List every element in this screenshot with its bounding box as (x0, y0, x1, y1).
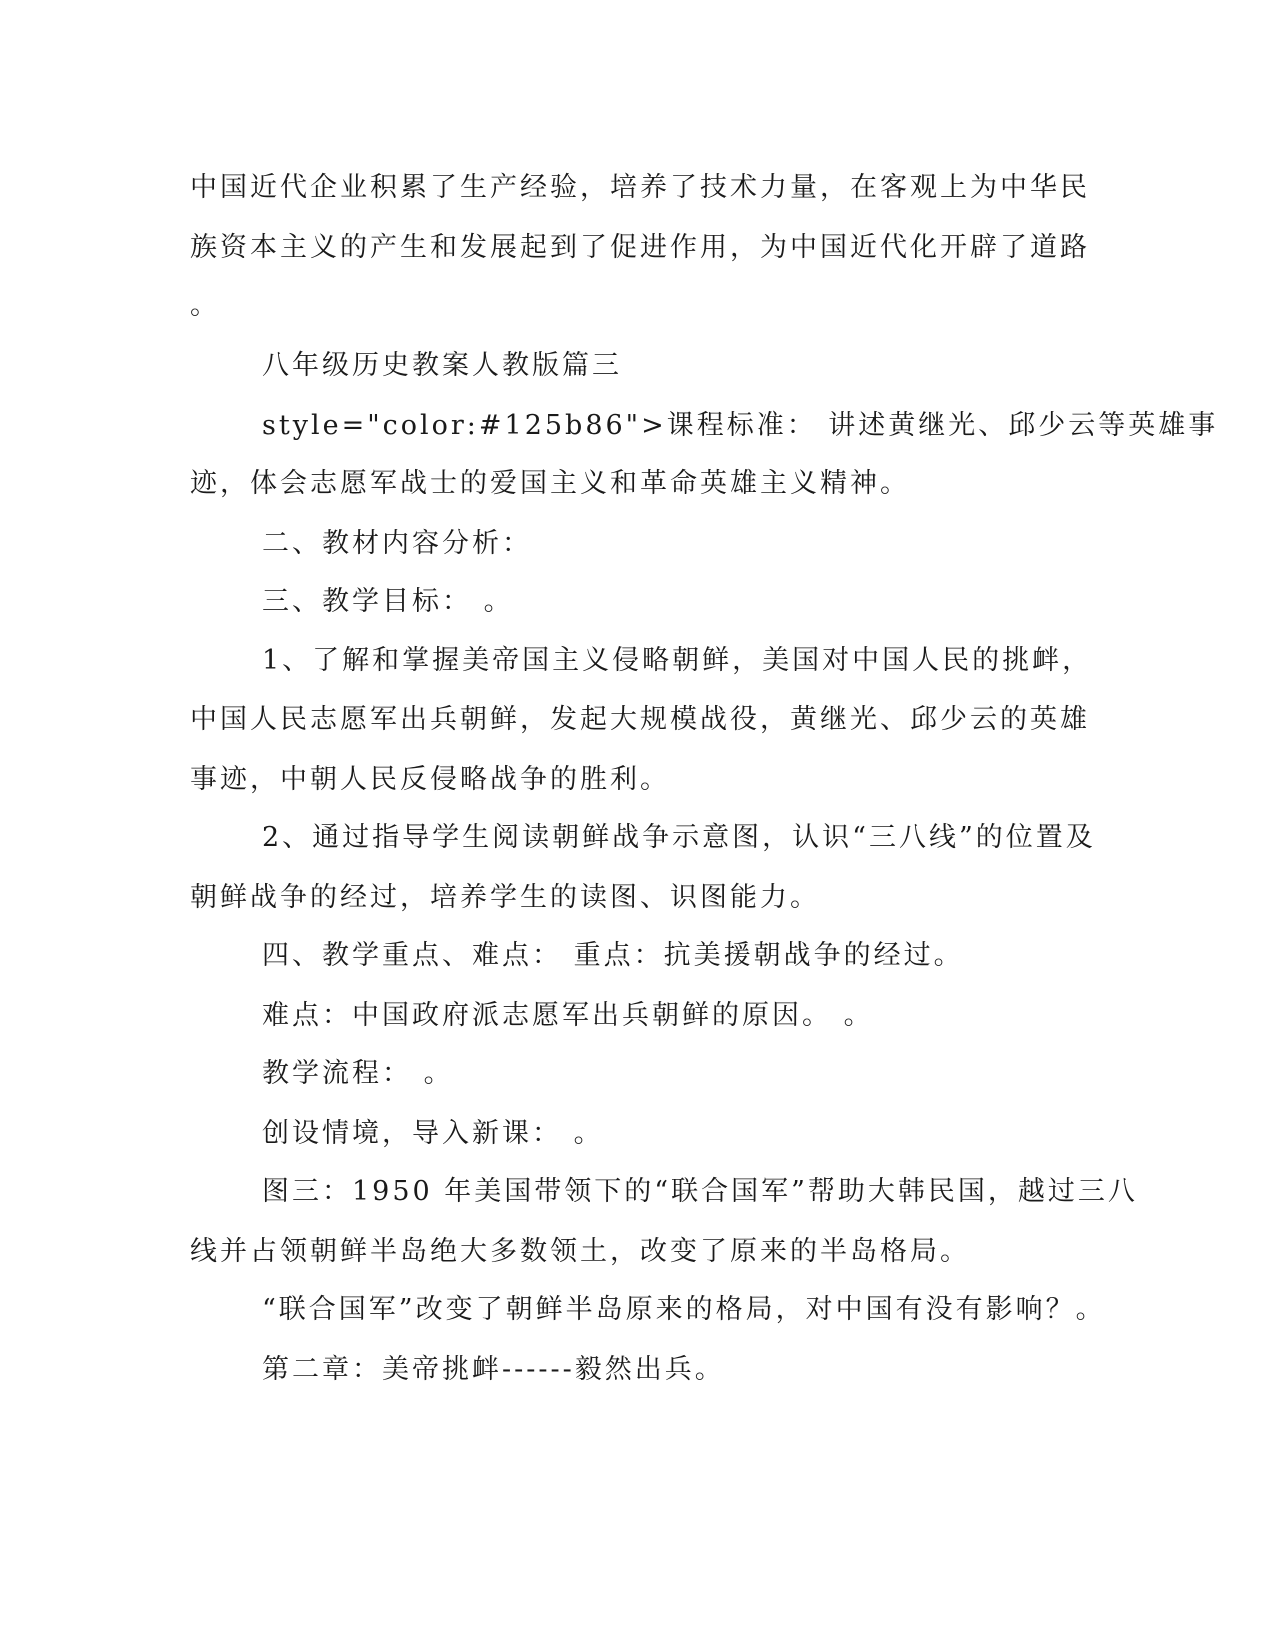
paragraph-line: 迹，体会志愿军战士的爱国主义和革命英雄主义精神。 (190, 468, 910, 499)
paragraph-line: 难点：中国政府派志愿军出兵朝鲜的原因。 。 (262, 1000, 874, 1031)
paragraph-line: 事迹，中朝人民反侵略战争的胜利。 (190, 764, 670, 795)
paragraph-line: style="color:#125b86">课程标准： 讲述黄继光、邱少云等英雄事 (262, 410, 1219, 441)
paragraph-line: 。 (190, 290, 220, 321)
paragraph-line: 二、教材内容分析： (262, 528, 532, 559)
paragraph-line: 1、了解和掌握美帝国主义侵略朝鲜，美国对中国人民的挑衅， (262, 645, 1093, 676)
paragraph-line: 族资本主义的产生和发展起到了促进作用，为中国近代化开辟了道路 (190, 232, 1090, 263)
paragraph-line: 三、教学目标： 。 (262, 586, 514, 617)
paragraph-line: 第二章：美帝挑衅------毅然出兵。 (262, 1354, 725, 1385)
paragraph-line: 朝鲜战争的经过，培养学生的读图、识图能力。 (190, 882, 820, 913)
paragraph-line: 教学流程： 。 (262, 1058, 454, 1089)
paragraph-line: “联合国军”改变了朝鲜半岛原来的格局，对中国有没有影响？。 (262, 1294, 1106, 1325)
section-heading: 八年级历史教案人教版篇三 (262, 350, 622, 381)
paragraph-line: 图三：1950 年美国带领下的“联合国军”帮助大韩民国，越过三八 (262, 1176, 1138, 1207)
paragraph-line: 四、教学重点、难点： 重点：抗美援朝战争的经过。 (262, 940, 964, 971)
paragraph-line: 2、通过指导学生阅读朝鲜战争示意图，认识“三八线”的位置及 (262, 822, 1096, 853)
paragraph-line: 中国人民志愿军出兵朝鲜，发起大规模战役，黄继光、邱少云的英雄 (190, 704, 1090, 735)
paragraph-line: 线并占领朝鲜半岛绝大多数领土，改变了原来的半岛格局。 (190, 1236, 970, 1267)
paragraph-line: 中国近代企业积累了生产经验，培养了技术力量，在客观上为中华民 (190, 172, 1090, 203)
paragraph-line: 创设情境，导入新课： 。 (262, 1118, 604, 1149)
